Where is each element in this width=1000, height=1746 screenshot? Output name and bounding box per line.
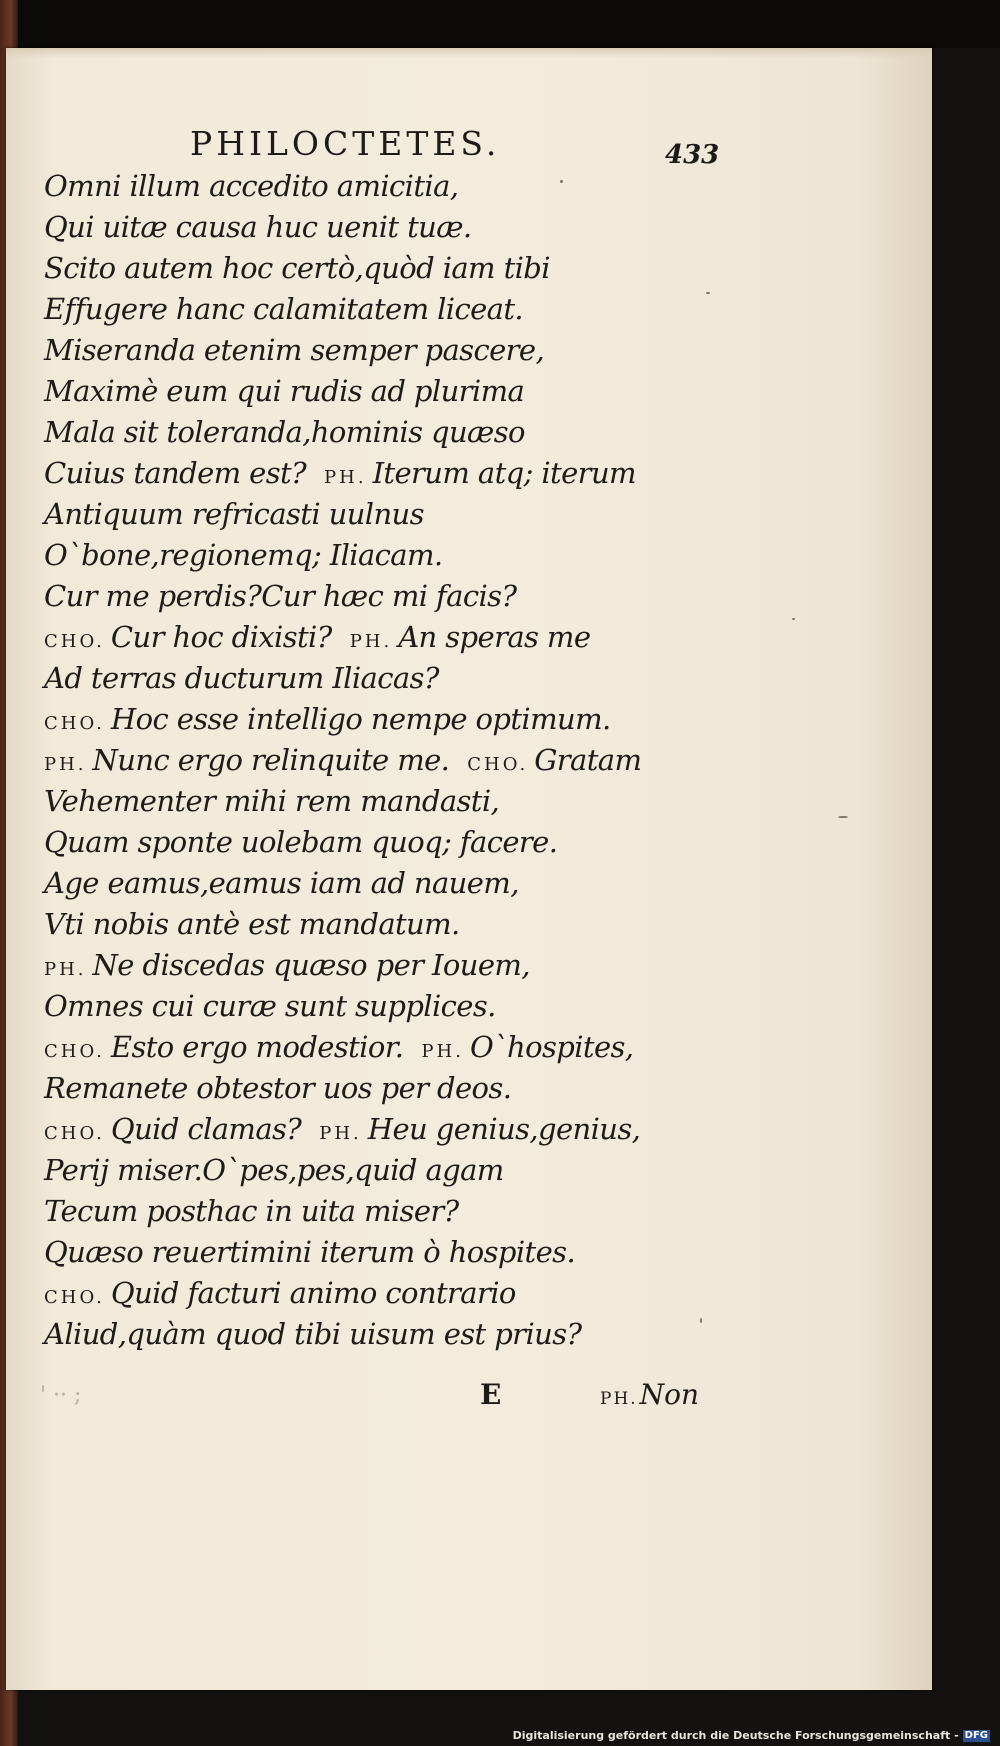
verse-line — [44, 1191, 644, 1232]
speaker-label: CHO. — [44, 631, 105, 652]
verse-line — [44, 289, 644, 330]
paper-speck — [792, 618, 795, 620]
speaker-label: PH. — [44, 754, 87, 775]
digitization-credit — [513, 1729, 990, 1742]
verse-line — [44, 166, 644, 207]
line-text: Esto ergo modestior. — [110, 1030, 404, 1064]
page-number: 433 — [665, 140, 720, 170]
verse-line — [44, 330, 644, 371]
line-text: Cur me perdis?Cur hæc mi facis? — [44, 579, 517, 613]
line-text: Perij miser.O`pes,pes,quid agam — [44, 1153, 504, 1187]
line-text: Age eamus,eamus iam ad nauem, — [44, 866, 519, 900]
verse-line — [44, 617, 644, 658]
verse-line — [44, 986, 644, 1027]
line-text: Heu genius,genius, — [367, 1112, 641, 1146]
verse-line — [44, 1314, 644, 1355]
speaker-label: PH. — [421, 1041, 464, 1062]
paper-speck — [838, 816, 848, 818]
signature-mark: E — [480, 1378, 502, 1411]
page-foot — [40, 1378, 720, 1418]
line-text: O`hospites, — [469, 1030, 634, 1064]
catchword-speaker: PH. — [600, 1389, 638, 1409]
line-text: Vehementer mihi rem mandasti, — [44, 784, 500, 818]
verse-line — [44, 412, 644, 453]
verse-line — [44, 535, 644, 576]
line-text: Cuius tandem est? — [44, 456, 307, 490]
verse-line — [44, 371, 644, 412]
bleed-through-marks: ' ·· ; — [40, 1383, 82, 1408]
speaker-label: CHO. — [44, 1287, 105, 1308]
page-edge-shadow — [6, 48, 932, 58]
running-head: PHILOCTETES. — [190, 124, 501, 163]
verse-line — [44, 494, 644, 535]
line-text: Aliud,quàm quod tibi uisum est prius? — [44, 1317, 582, 1351]
line-text: Maximè eum qui rudis ad plurima — [44, 374, 525, 408]
verse-line — [44, 945, 644, 986]
speaker-label: CHO. — [44, 713, 105, 734]
verse-line — [44, 863, 644, 904]
line-text: Gratam — [534, 743, 642, 777]
speaker-label: PH. — [324, 467, 367, 488]
verse-line — [44, 1273, 644, 1314]
verse-line — [44, 904, 644, 945]
paper-speck — [560, 180, 563, 183]
dfg-logo: DFG — [964, 1730, 988, 1741]
verse-line — [44, 207, 644, 248]
verse-text — [44, 166, 644, 1355]
speaker-label: PH. — [349, 631, 393, 652]
line-text: Qui uitæ causa huc uenit tuæ. — [44, 210, 472, 244]
catchword-text: Non — [639, 1378, 700, 1411]
scan-top-border — [0, 0, 1000, 48]
speaker-label: PH. — [44, 959, 87, 980]
line-text: Quid facturi animo contrario — [110, 1276, 516, 1310]
line-text: Omni illum accedito amicitia, — [44, 169, 459, 203]
speaker-label: PH. — [319, 1123, 362, 1144]
line-text: Remanete obtestor uos per deos. — [44, 1071, 512, 1105]
credit-text: Digitalisierung gefördert durch die Deutsche Forschungsgemeinschaft - — [512, 1729, 959, 1742]
verse-line — [44, 576, 644, 617]
verse-line — [44, 453, 644, 494]
line-text: Tecum posthac in uita miser? — [44, 1194, 459, 1228]
line-text: Effugere hanc calamitatem liceat. — [44, 292, 524, 326]
line-text: Quæso reuertimini iterum ò hospites. — [44, 1235, 576, 1269]
speaker-label: CHO. — [467, 754, 529, 775]
line-text: Mala sit toleranda,hominis quæso — [44, 415, 525, 449]
line-text: O`bone,regionemq; Iliacam. — [44, 538, 443, 572]
verse-line — [44, 1068, 644, 1109]
line-text: Cur hoc dixisti? — [110, 620, 332, 654]
verse-line — [44, 822, 644, 863]
paper-speck — [700, 1318, 702, 1323]
verse-line — [44, 699, 644, 740]
verse-line — [44, 1150, 644, 1191]
line-text: Nunc ergo relinquite me. — [92, 743, 450, 777]
verse-line — [44, 248, 644, 289]
line-text: Miseranda etenim semper pascere, — [44, 333, 545, 367]
line-text: Iterum atq; iterum — [372, 456, 636, 490]
verse-line — [44, 1232, 644, 1273]
verse-line — [44, 658, 644, 699]
verse-line — [44, 1109, 644, 1150]
line-text: Quid clamas? — [110, 1112, 302, 1146]
line-text: Hoc esse intelligo nempe optimum. — [110, 702, 611, 736]
speaker-label: CHO. — [44, 1123, 105, 1144]
line-text: Ne discedas quæso per Iouem, — [92, 948, 530, 982]
paper-speck — [706, 292, 710, 294]
verse-line — [44, 1027, 644, 1068]
line-text: Quam sponte uolebam quoq; facere. — [44, 825, 558, 859]
speaker-label: CHO. — [44, 1041, 105, 1062]
verse-line — [44, 740, 644, 781]
line-text: Omnes cui curæ sunt supplices. — [44, 989, 496, 1023]
catchword — [600, 1378, 699, 1411]
line-text: An speras me — [398, 620, 591, 654]
line-text: Scito autem hoc certò,quòd iam tibi — [44, 251, 550, 285]
line-text: Ad terras ducturum Iliacas? — [44, 661, 439, 695]
verse-line — [44, 781, 644, 822]
line-text: Vti nobis antè est mandatum. — [44, 907, 460, 941]
line-text: Antiquum refricasti uulnus — [44, 497, 424, 531]
